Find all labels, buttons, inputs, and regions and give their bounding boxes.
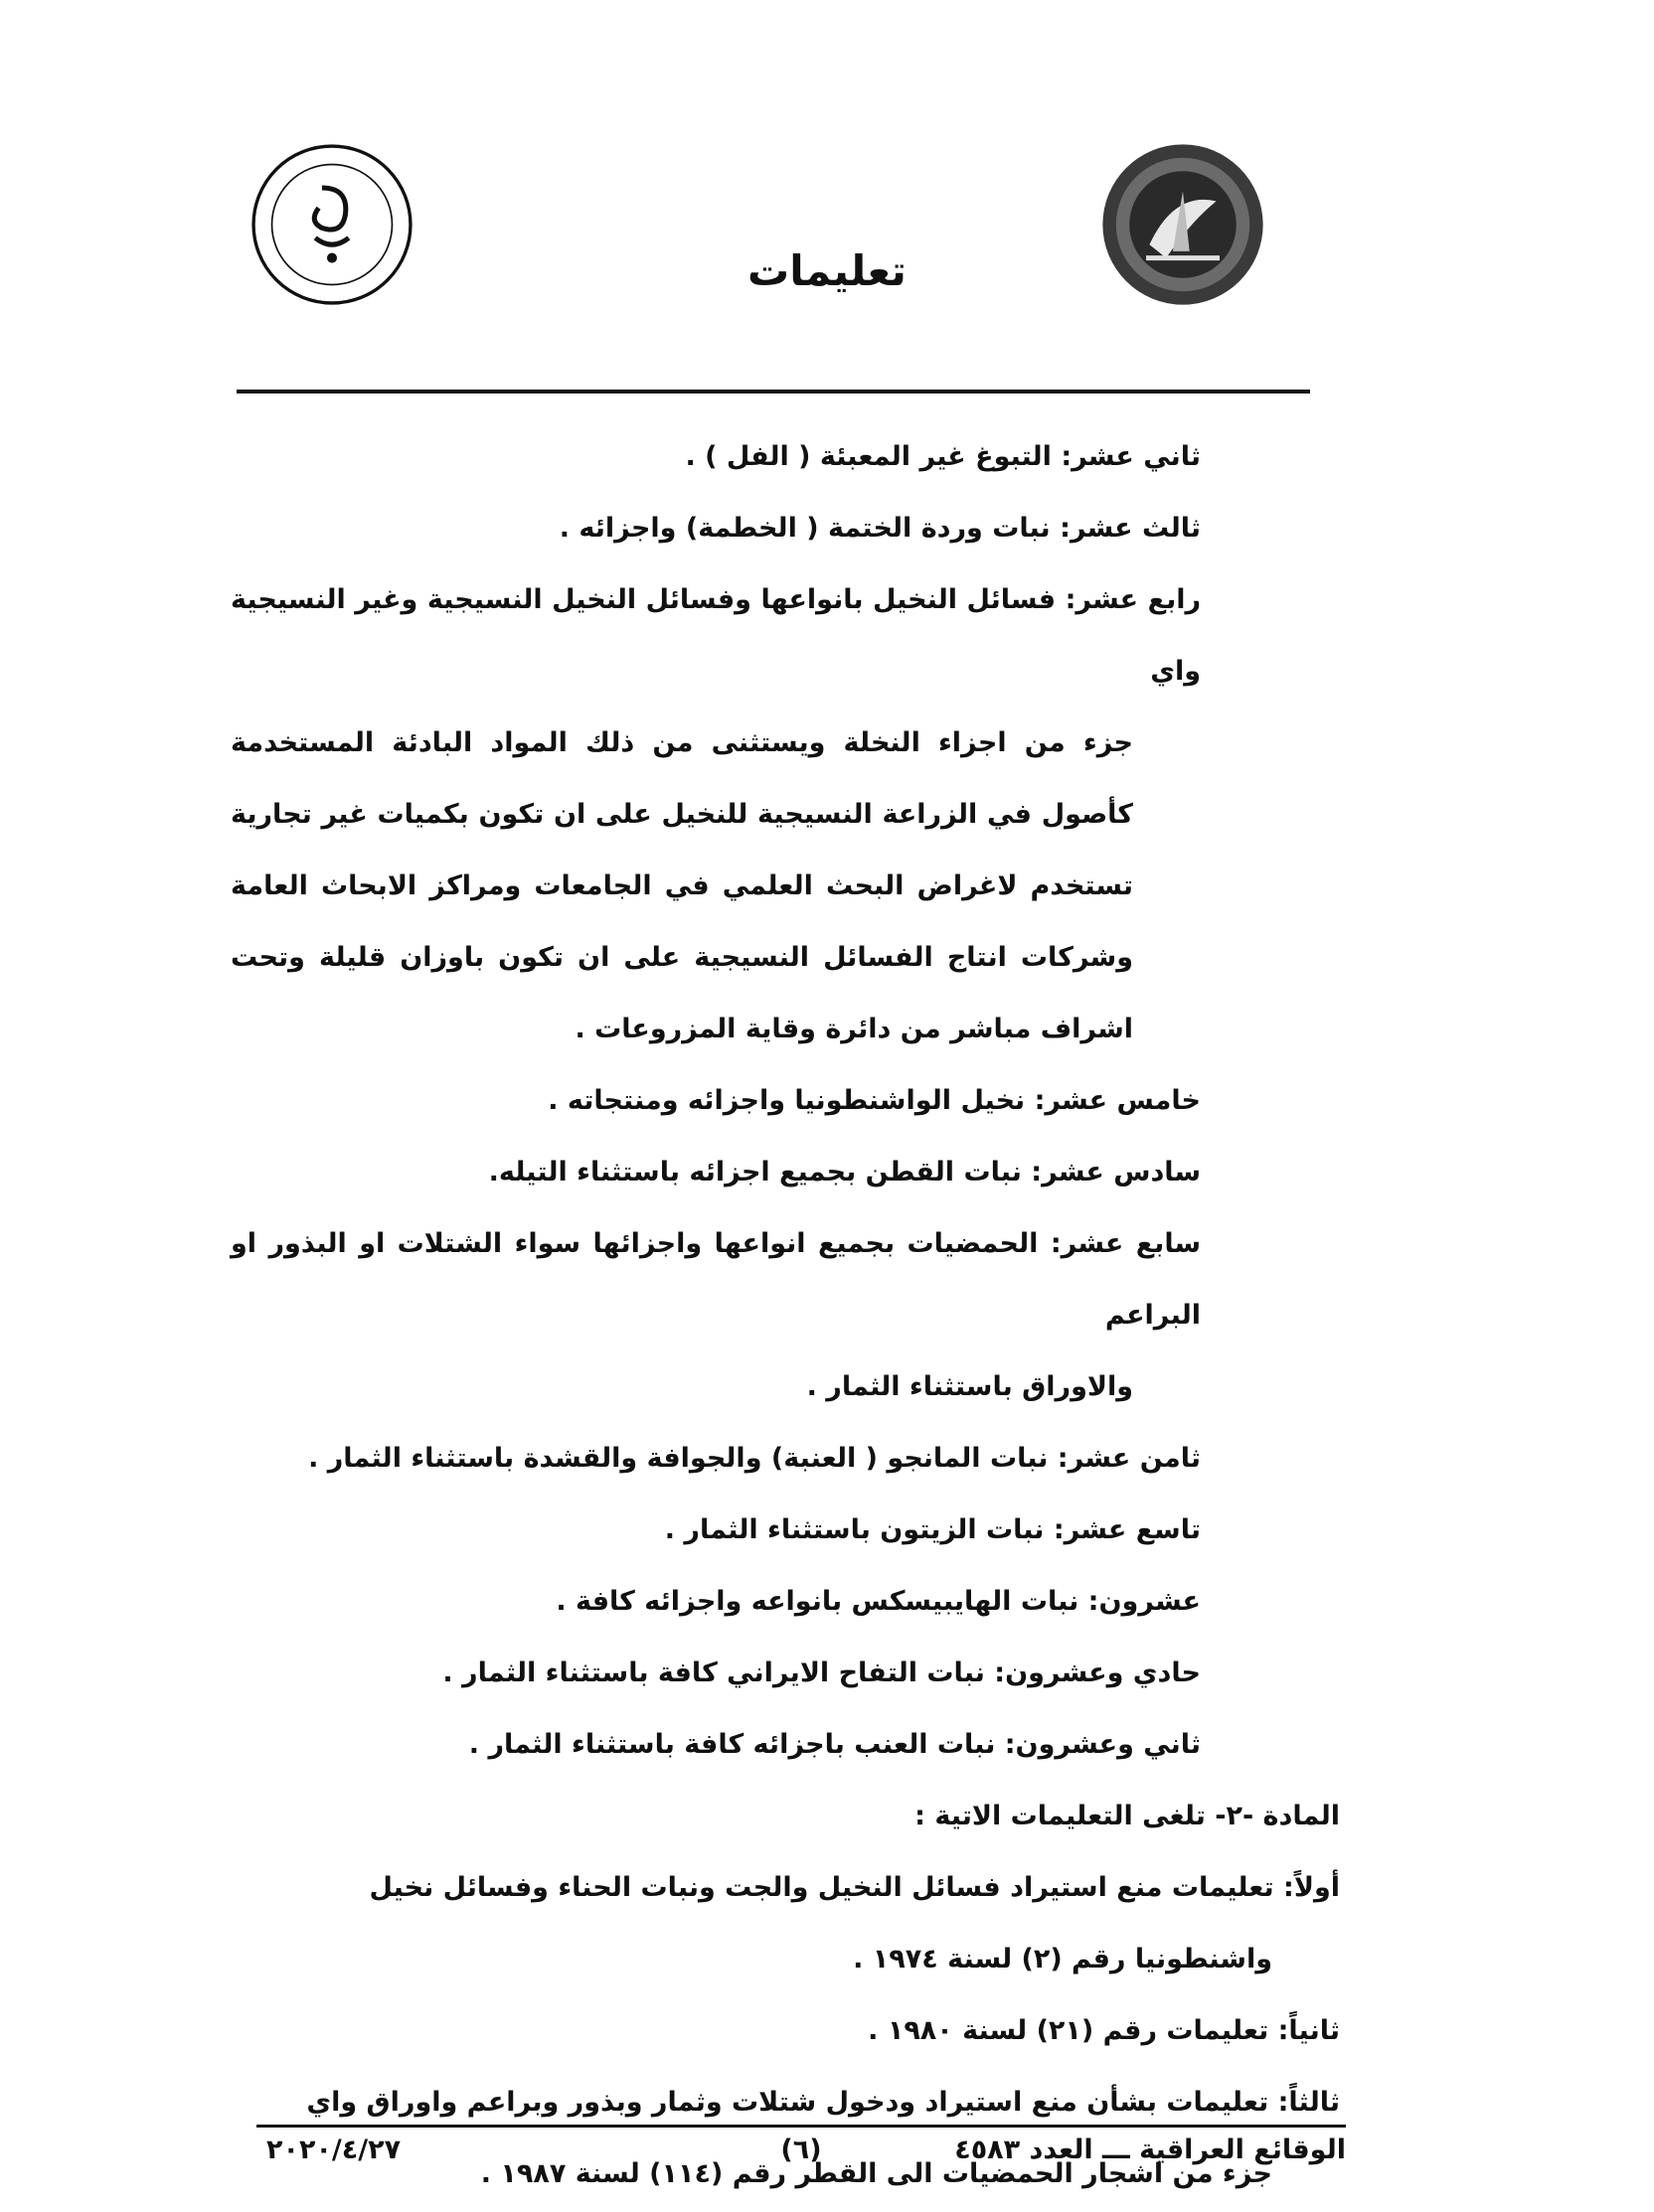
list-item [231, 1495, 1201, 1566]
item-text: نبات الهايبيسكس بانواعه واجزائه كافة . [556, 1586, 1079, 1617]
item-text: تعليمات رقم (٢١) لسنة ١٩٨٠ . [868, 2015, 1269, 2046]
item-text: تعليمات منع استيراد فسائل النخيل والجت ونبات الحناء وفسائل نخيل [369, 1872, 1274, 1903]
item-text: نخيل الواشنطونيا واجزائه ومنتجاته . [548, 1085, 1026, 1116]
footer-divider [256, 2125, 1346, 2128]
list-item [231, 1638, 1201, 1709]
article-heading: المادة -٢- تلغى التعليمات الاتية : [914, 1801, 1340, 1831]
list-item [231, 1137, 1201, 1208]
issue-date: ٢٠٢٠/٤/٢٧ [266, 2134, 402, 2165]
item-label: ثامن عشر: [1057, 1443, 1201, 1474]
list-item [231, 1208, 1201, 1423]
item-label: سادس عشر: [1031, 1157, 1201, 1187]
item-label: سابع عشر: [1050, 1228, 1202, 1259]
item-text: نبات القطن بجميع اجزائه باستثناء التيله. [488, 1157, 1022, 1187]
item-text: تعليمات بشأن منع استيراد ودخول شتلات وثمار وبذور وبراعم واوراق واي [306, 2087, 1269, 2118]
item-label: حادي وعشرون: [994, 1658, 1201, 1688]
repealed-item [231, 1995, 1340, 2067]
item-label: ثانياً: [1277, 2015, 1340, 2046]
item-text: فسائل النخيل بانواعها وفسائل النخيل النسيجية وغير النسيجية واي [231, 584, 1201, 687]
list-item [231, 493, 1201, 564]
item-label: ثالث عشر: [1060, 513, 1201, 544]
gazette-issue: الوقائع العراقية ـــ العدد ٤٥٨٣ [954, 2134, 1346, 2165]
item-label: تاسع عشر: [1053, 1514, 1201, 1545]
item-label: رابع عشر: [1065, 584, 1202, 615]
document-body [231, 421, 1340, 2210]
item-text: نبات المانجو ( العنبة) والجوافة والقشدة باستثناء الثمار . [308, 1443, 1049, 1474]
page-title: تعليمات [747, 246, 907, 295]
item-label: عشرون: [1087, 1586, 1201, 1617]
item-text: الحمضيات بجميع انواعها واجزائها سواء الشتلات او البذور او البراعم [231, 1228, 1201, 1331]
item-label: ثاني عشر: [1061, 441, 1201, 472]
list-item [231, 1065, 1201, 1137]
item-continuation: جزء من اشجار الحمضيات الى القطر رقم (١١٤) لسنة ١٩٨٧ . [480, 2158, 1272, 2189]
list-item [231, 1423, 1201, 1495]
list-item [231, 1709, 1201, 1781]
item-continuation: واشنطونيا رقم (٢) لسنة ١٩٧٤ . [853, 1944, 1272, 1975]
item-continuation: جزء من اجزاء النخلة ويستثنى من ذلك المواد البادئة المستخدمة كأصول في الزراعة النسيجية للنخيل على ان تكون بكميات غير تجارية تستخدم لاغراض البحث العلمي في الجامعات ومراكز الابحاث العامة وشركات انتاج الفسائل النسيجية على ان تكون باوزان قليلة وتحت اشراف مباشر من دائرة وقاية المزروعات . [231, 727, 1133, 1044]
list-item [231, 564, 1201, 1065]
item-label: خامس عشر: [1034, 1085, 1201, 1116]
item-text: التبوغ غير المعبئة ( الفل ) . [685, 441, 1052, 472]
page-number: (٦) [780, 2134, 822, 2165]
item-text: نبات الزيتون باستثناء الثمار . [664, 1514, 1045, 1545]
item-text: نبات التفاح الايراني كافة باستثناء الثمار . [442, 1658, 985, 1688]
page-footer [256, 2134, 1346, 2184]
item-label: أولاً: [1283, 1872, 1340, 1903]
list-item [231, 1566, 1201, 1638]
list-item [231, 421, 1201, 493]
item-continuation: والاوراق باستثناء الثمار . [806, 1371, 1133, 1402]
item-text: نبات العنب باجزائه كافة باستثناء الثمار . [468, 1729, 996, 1760]
item-text: نبات وردة الختمة ( الخطمة) واجزائه . [559, 513, 1051, 544]
item-label: ثاني وعشرون: [1004, 1729, 1201, 1760]
item-label: ثالثاً: [1277, 2087, 1340, 2118]
repealed-item [231, 1852, 1340, 1995]
title-divider [237, 390, 1310, 394]
